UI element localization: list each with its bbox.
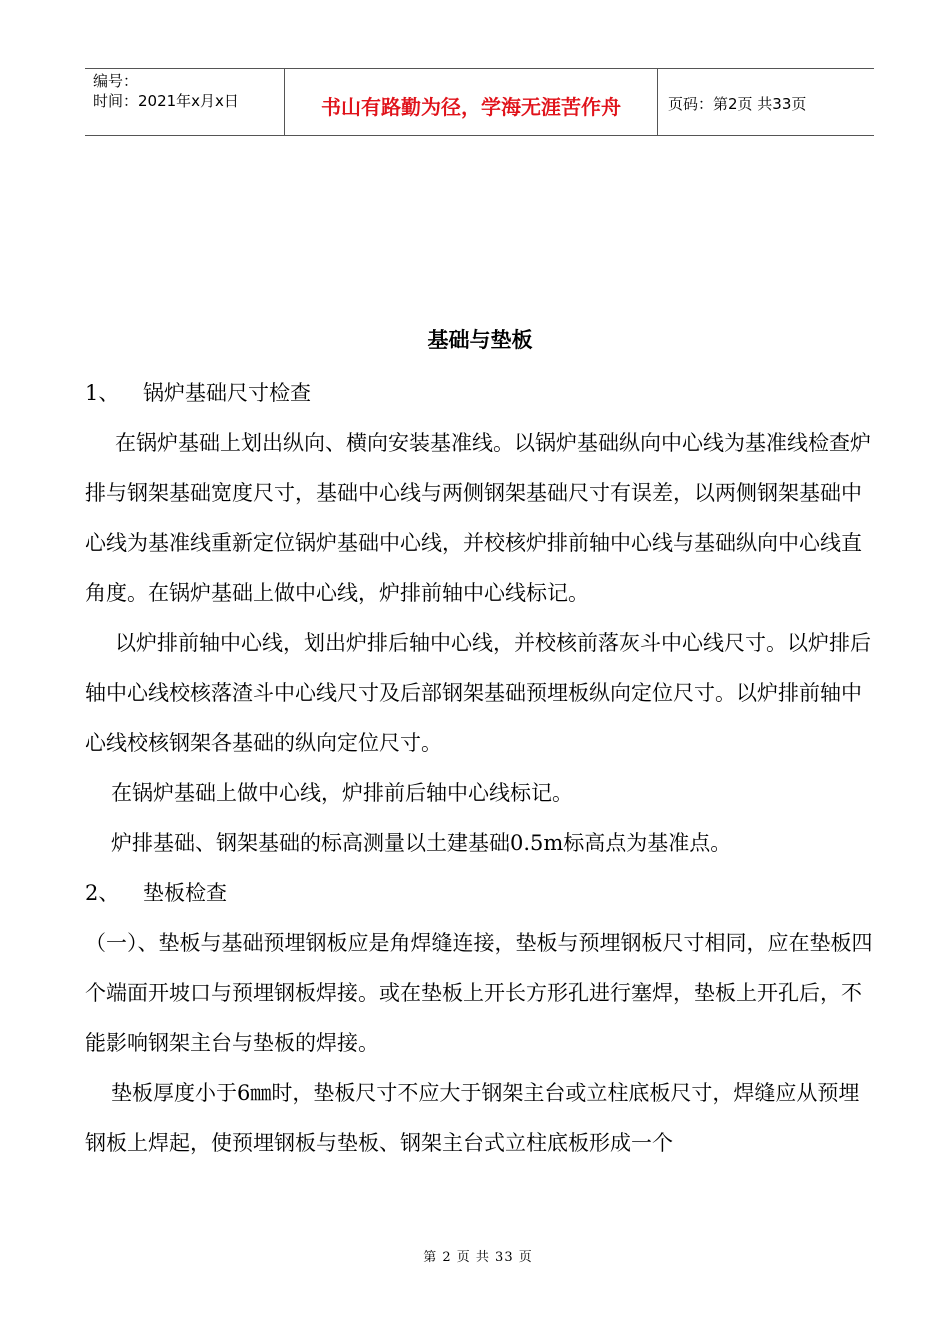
time-label: 时间：2021年x月x日 xyxy=(93,92,239,110)
paragraph: （一）、垫板与基础预埋钢板应是角焊缝连接，垫板与预埋钢板尺寸相同，应在垫板四个端面开坡口与预埋钢板焊接。或在垫板上开长方形孔进行塞焊，垫板上开孔后，不能影响钢架主台与垫板的焊接。 xyxy=(85,931,873,1055)
paragraph: 在锅炉基础上做中心线，炉排前后轴中心线标记。 xyxy=(111,781,573,805)
number-label: 编号： xyxy=(93,72,139,90)
header-meta xyxy=(85,69,285,135)
paragraph: 在锅炉基础上划出纵向、横向安装基准线。以锅炉基础纵向中心线为基准线检查炉排与钢架基础宽度尺寸，基础中心线与两侧钢架基础尺寸有误差，以两侧钢架基础中心线为基准线重新定位锅炉基础中心线，并校核炉排前轴中心线与基础纵向中心线直角度。在锅炉基础上做中心线，炉排前轴中心线标记。 xyxy=(85,431,871,605)
section-label: 垫板检查 xyxy=(143,881,227,905)
page-header xyxy=(85,68,874,136)
paragraph: 垫板厚度小于6㎜时，垫板尺寸不应大于钢架主台或立柱底板尺寸，焊缝应从预埋钢板上焊起，使预埋钢板与垫板、钢架主台式立柱底板形成一个 xyxy=(85,1081,860,1155)
document-title: 基础与垫板 xyxy=(427,327,533,352)
section-heading-2 xyxy=(85,868,875,918)
paragraph: 炉排基础、钢架基础的标高测量以土建基础0.5m标高点为基准点。 xyxy=(111,831,732,855)
document-body xyxy=(85,368,875,1168)
section-number: 2、 xyxy=(85,881,120,905)
section-heading-1 xyxy=(85,368,875,418)
header-page-label: 页码：第2页 共33页 xyxy=(668,94,807,113)
page-footer: 第 2 页 共 33 页 xyxy=(423,1250,533,1265)
section-number: 1、 xyxy=(85,381,120,405)
header-motto: 书山有路勤为径，学海无涯苦作舟 xyxy=(285,69,658,135)
paragraph: 以炉排前轴中心线，划出炉排后轴中心线，并校核前落灰斗中心线尺寸。以炉排后轴中心线校核落渣斗中心线尺寸及后部钢架基础预埋板纵向定位尺寸。以炉排前轴中心线校核钢架各基础的纵向定位尺寸。 xyxy=(85,631,871,755)
section-label: 锅炉基础尺寸检查 xyxy=(143,381,311,405)
